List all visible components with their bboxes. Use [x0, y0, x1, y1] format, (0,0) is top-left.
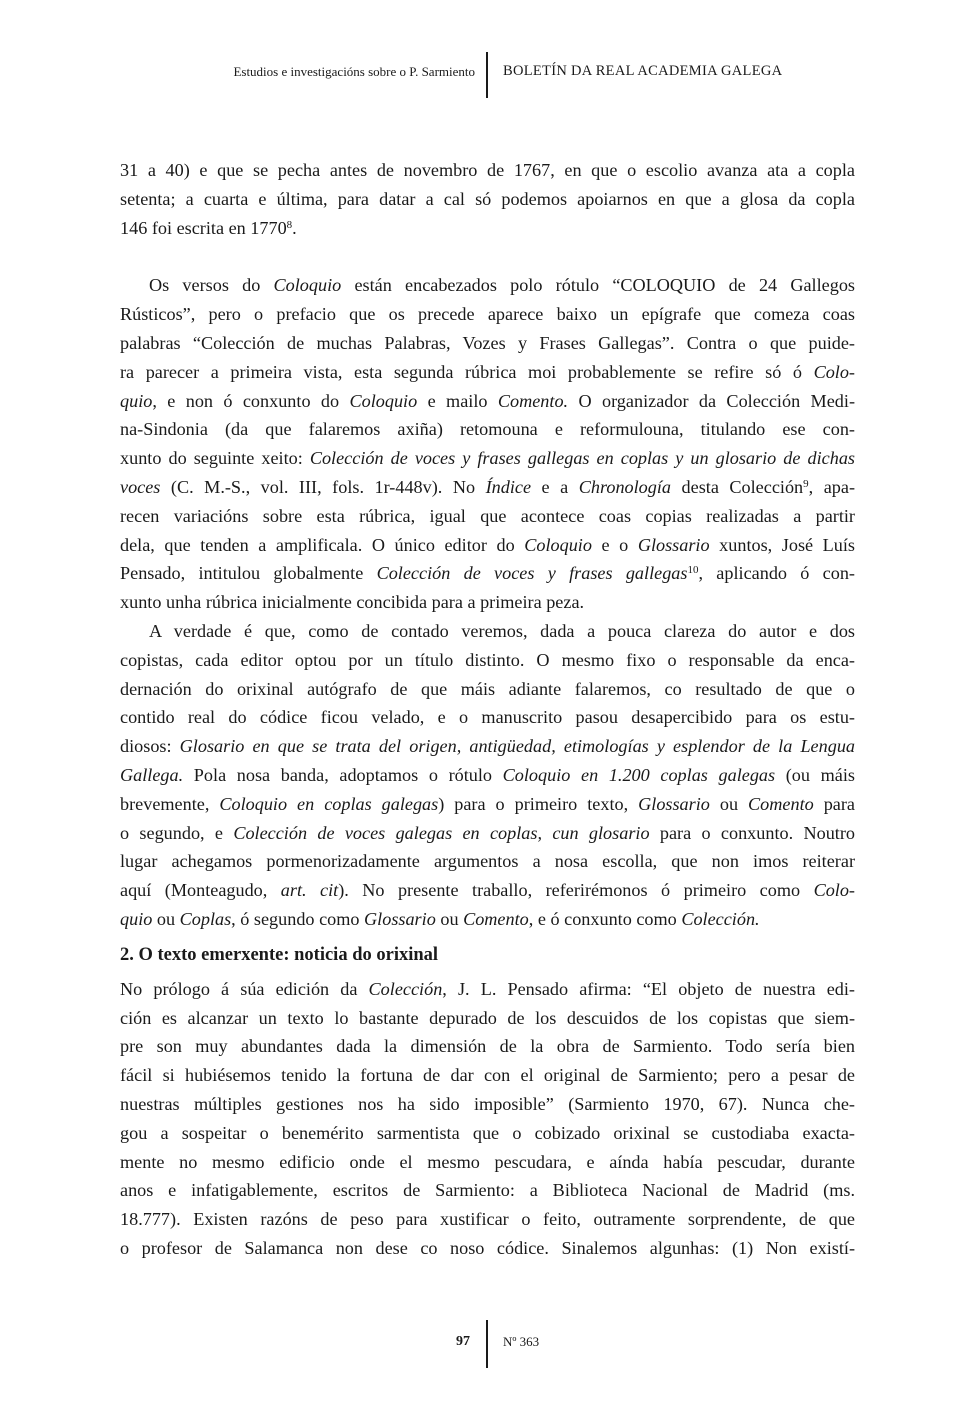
text-line: lugar achegamos pormenorizadamente argumentos a nosa escolla, que non imos reiterar [120, 851, 855, 872]
text-line: dela, que tenden a amplificala. O único editor do Coloquio e o Glossario xuntos, José Luís [120, 534, 855, 555]
header-divider [486, 52, 488, 98]
running-header [0, 52, 975, 100]
footer-divider [486, 1320, 488, 1368]
paragraph-1 [120, 156, 855, 242]
paragraph-4 [120, 975, 855, 1263]
text-line: Pensado, intitulou globalmente Colección de voces y frases gallegas$^{10}$, aplicando ó con- [120, 563, 855, 584]
text-line: aquí (Monteagudo, art. cit). No presente traballo, referirémonos ó primeiro como Colo- [120, 880, 855, 901]
text-line: o segundo, e Colección de voces galegas en coplas, cun glosario para o conxunto. Noutro [120, 822, 855, 843]
article-body [120, 156, 855, 1263]
text-line: 18.777). Existen razóns de peso para xustificar o feito, outramente sorprendente, de que [120, 1209, 855, 1230]
text-line: contido real do códice ficou velado, e o manuscrito pasou desapercibido para os estu- [120, 707, 855, 728]
text-line: recen variacións sobre esta rúbrica, igual que acontece coas copias realizadas a partir [120, 505, 855, 526]
text-line: fácil si hubiésemos tenido la fortuna de dar con el original de Sarmiento; pero a pesar de [120, 1065, 855, 1086]
paragraph-2 [120, 271, 855, 617]
text-line: quio, e non ó conxunto do Coloquio e mailo Comento. O organizador da Colección Medi- [120, 390, 855, 411]
text-line: 31 a 40) e que se pecha antes de novembro de 1767, en que o escolio avanza ata a copla [120, 160, 855, 180]
text-line: 146 foi escrita en 1770$^8$. [120, 217, 297, 238]
running-footer [0, 1320, 975, 1368]
text-line: Rústicos”, pero o prefacio que os precede aparece baixo un epígrafe que comeza coas [120, 304, 855, 325]
footnote-ref-10[interactable]: 10 [687, 564, 699, 577]
paragraph-3 [120, 617, 855, 934]
header-section-title: Estudios e investigacións sobre o P. Sarmiento [233, 64, 475, 79]
page-number: 97 [456, 1334, 470, 1349]
header-journal-title: BOLETÍN DA REAL ACADEMIA GALEGA [503, 63, 783, 79]
text-line: dernación do orixinal autógrafo de que máis adiante falaremos, co resultado de que o [120, 678, 855, 699]
text-line: voces (C. M.-S., vol. III, fols. 1r-448v). No Índice e a Chronología desta Colección$^9$, apa- [120, 476, 856, 497]
text-line: o profesor de Salamanca non dese co noso códice. Sinalemos algunhas: (1) Non existí- [120, 1237, 855, 1258]
footnote-ref-8[interactable]: 8 [286, 218, 293, 231]
text-line: A verdade é que, como de contado veremos, dada a pouca clareza do autor e dos [149, 620, 855, 641]
text-line: quio ou Coplas, ó segundo como Glossario ou Comento, e ó conxunto como Colección. [120, 908, 760, 929]
text-line: brevemente, Coloquio en coplas galegas) para o primeiro texto, Glossario ou Comento para [120, 793, 856, 814]
text-line: Os versos do Coloquio están encabezados polo rótulo “COLOQUIO de 24 Gallegos [149, 275, 855, 296]
text-line: ción es alcanzar un texto lo bastante depurado de los descuidos de los copistas que siem- [120, 1007, 855, 1028]
text-line: gou a sospeitar o benemérito sarmentista que o cobizado orixinal se custodiaba exacta- [120, 1122, 855, 1143]
footnote-ref-9[interactable]: 9 [803, 477, 809, 490]
text-line: No prólogo á súa edición da Colección, J. L. Pensado afirma: “El objeto de nuestra edi- [120, 978, 855, 999]
text-line: palabras “Colección de muchas Palabras, Vozes y Frases Gallegas”. Contra o que puide- [120, 332, 855, 353]
text-line: nuestras múltiples gestiones nos ha sido imposible” (Sarmiento 1970, 67). Nunca che- [120, 1093, 855, 1114]
issue-number: Nº 363 [503, 1334, 540, 1349]
text-line: pre son muy abundantes dada la dimensión de la obra de Sarmiento. Todo sería bien [120, 1036, 855, 1057]
text-line: setenta; a cuarta e última, para datar a cal só podemos apoiarnos en que a glosa da copla [120, 188, 855, 209]
text-line: xunto do seguinte xeito: Colección de voces y frases gallegas en coplas y un glosario de dichas [120, 448, 855, 469]
text-line: anos e infatigablemente, escritos de Sarmiento: a Biblioteca Nacional de Madrid (ms. [120, 1180, 855, 1201]
text-line: copistas, cada editor optou por un título distinto. O mesmo fixo o responsable da enca- [120, 649, 855, 670]
text-line: xunto unha rúbrica inicialmente concibida para a primeira peza. [120, 592, 585, 613]
section-heading: 2. O texto emerxente: noticia do orixinal [120, 944, 439, 965]
text-line: mente no mesmo edificio onde el mesmo pescudara, e aínda había pescudar, durante [120, 1151, 855, 1172]
text-line: Gallega. Pola nosa banda, adoptamos o rótulo Coloquio en 1.200 coplas galegas (ou máis [120, 764, 855, 785]
text-line: ra parecer a primeira vista, esta segunda rúbrica moi probablemente se refire só ó Colo- [120, 361, 855, 382]
text-line: diosos: Glosario en que se trata del origen, antigüedad, etimologías y esplendor de la Lengua [120, 736, 856, 757]
text-line: na-Sindonia (da que falaremos axiña) retomouna e reformulouna, titulando ese con- [120, 419, 855, 440]
